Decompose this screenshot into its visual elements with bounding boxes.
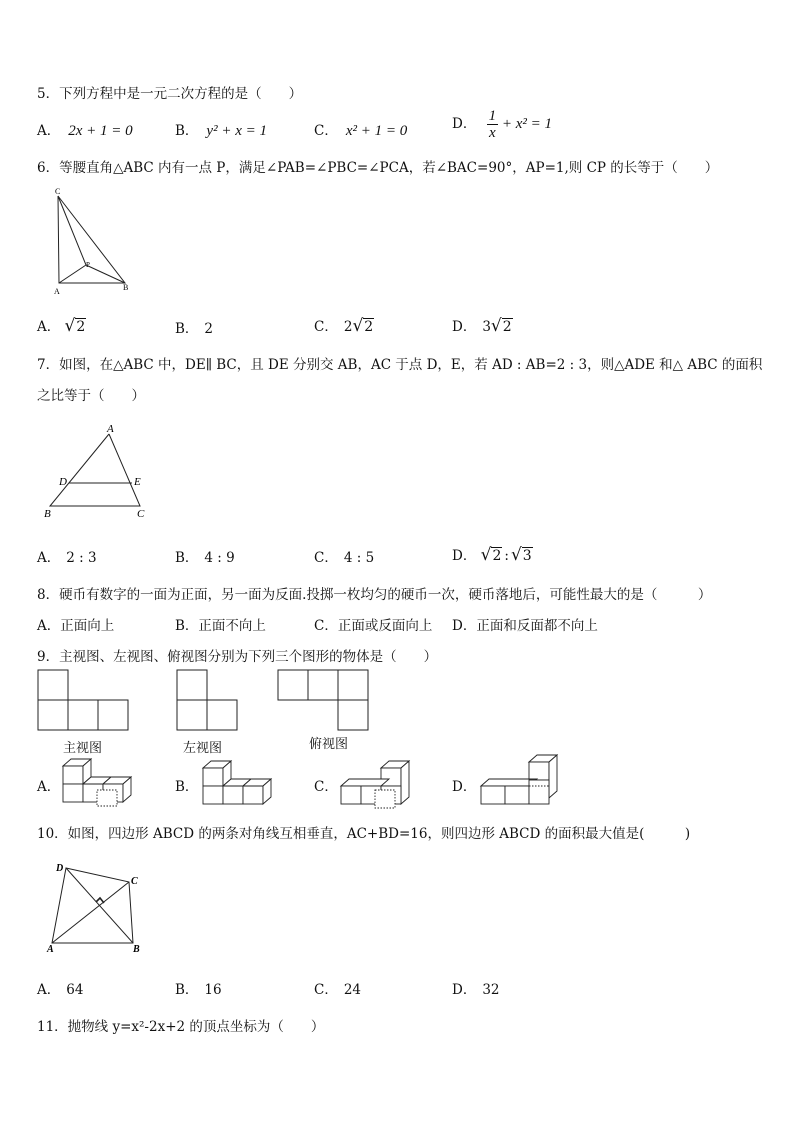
radicand: 2 (502, 319, 512, 335)
fraction-numerator: 1 (488, 108, 497, 124)
coefficient: 2 (343, 319, 353, 335)
label-b: B (44, 508, 51, 520)
label-d: D (59, 476, 67, 488)
q5-stem: 5．下列方程中是一元二次方程的是（ ） (37, 86, 303, 102)
q7-stem-line1: 7．如图，在△ABC 中，DE∥ BC，且 DE 分别交 AB，AC 于点 D，E，若 AD : AB=2 : 3，则△ADE 和△ ABC 的面积 (37, 357, 763, 373)
option-text: 16 (204, 982, 222, 998)
label-c: C (137, 508, 145, 520)
q10-option-b (175, 978, 222, 998)
option-label: A． (37, 550, 61, 566)
option-label: B． (175, 982, 199, 998)
q8-option-d (452, 614, 598, 634)
q11-stem: 11．抛物线 y=x²-2x+2 的顶点坐标为（ ） (37, 1019, 325, 1035)
option-label: D． (452, 982, 477, 998)
q7-option-b (175, 546, 235, 566)
option-label: A． (37, 982, 61, 998)
option-text: 2 (204, 321, 214, 337)
q5-option-b (175, 119, 267, 140)
q8-option-a (37, 614, 114, 634)
q7-option-c (314, 546, 374, 566)
coefficient: 3 (482, 319, 491, 335)
ratio-separator: : (504, 548, 509, 564)
q5-option-d (452, 108, 552, 141)
option-text: 64 (66, 982, 84, 998)
q6-figure-triangle (50, 186, 130, 296)
q10-option-c (314, 978, 361, 998)
option-label: B． (175, 550, 199, 566)
option-expr: y² + x = 1 (206, 123, 267, 139)
option-label: D． (452, 618, 477, 634)
q7-stem-line2: 之比等于（ ） (37, 388, 145, 404)
q9-option-b-label: B． (175, 779, 199, 795)
label-a: A (54, 287, 60, 296)
option-label: C． (314, 123, 338, 139)
option-expr: x² + 1 = 0 (345, 123, 408, 139)
option-label: C． (314, 550, 338, 566)
option-label: A． (37, 123, 61, 139)
q9-option-a-solid (60, 754, 140, 808)
q9-three-views (36, 668, 376, 732)
radicand: 3 (522, 548, 532, 564)
option-label: C． (314, 982, 338, 998)
q10-stem: 10．如图，四边形 ABCD 的两条对角线互相垂直，AC+BD=16，则四边形 ABCD 的面积最大值是( ) (37, 826, 691, 842)
option-text: 正面向上 (60, 618, 115, 634)
q7-option-d (452, 544, 533, 565)
option-label: D． (452, 116, 477, 132)
q6-option-d (452, 315, 513, 336)
fraction-denominator: x (489, 125, 496, 141)
left-view-label: 左视图 (183, 740, 223, 755)
label-p: P (86, 261, 90, 269)
label-e: E (134, 476, 141, 488)
q6-option-b (175, 317, 213, 337)
sqrt: √2 (480, 545, 502, 565)
q8-option-c (314, 614, 432, 634)
option-label: D． (452, 548, 477, 564)
label-c: C (131, 876, 138, 887)
option-label: B． (175, 618, 199, 634)
q6-option-a (37, 315, 86, 336)
q9-option-c-solid (338, 756, 418, 812)
option-expr: 2x + 1 = 0 (68, 123, 133, 139)
label-b: B (123, 283, 129, 292)
option-text: 2 : 3 (66, 550, 97, 566)
q6-option-c (314, 315, 374, 336)
label-b: B (133, 944, 140, 954)
front-view-label: 主视图 (63, 740, 103, 755)
q6-stem: 6．等腰直角△ABC 内有一点 P，满足∠PAB=∠PBC=∠PCA，若∠BAC=90°，AP=1,则 CP 的长等于（ ） (37, 160, 719, 176)
q9-option-c-label: C． (314, 779, 338, 795)
label-c: C (55, 187, 61, 196)
q8-stem: 8．硬币有数字的一面为正面，另一面为反面.投掷一枚均匀的硬币一次，硬币落地后，可能性最大的是（ ） (37, 587, 712, 603)
option-expr: + x² = 1 (498, 116, 553, 132)
option-text: 32 (482, 982, 500, 998)
q8-option-b (175, 614, 266, 634)
q9-option-d-solid (478, 752, 564, 812)
radicand: 2 (364, 319, 374, 335)
q5-option-a (37, 119, 133, 140)
q10-figure-quadrilateral (44, 858, 154, 954)
sqrt: √3 (510, 545, 532, 565)
radicand: 2 (492, 548, 502, 564)
fraction (487, 108, 499, 141)
q9-option-a-label: A． (37, 779, 61, 795)
option-label: C． (314, 618, 338, 634)
radicand: 2 (76, 319, 86, 335)
q5-option-c (314, 119, 407, 140)
sqrt: √2 (64, 316, 86, 336)
q9-option-d-label: D． (452, 779, 477, 795)
option-text: 4 : 5 (343, 550, 375, 566)
q10-option-d (452, 978, 500, 998)
option-label: B． (175, 123, 199, 139)
option-label: A． (37, 618, 61, 634)
option-text: 4 : 9 (204, 550, 235, 566)
q9-stem: 9．主视图、左视图、俯视图分别为下列三个图形的物体是（ ） (37, 649, 438, 665)
option-text: 正面和反面都不向上 (476, 618, 598, 634)
option-text: 24 (343, 982, 362, 998)
option-text: 正面或反面向上 (337, 618, 433, 634)
sqrt: √2 (352, 316, 374, 336)
option-label: A． (37, 319, 61, 335)
option-label: B． (175, 321, 199, 337)
q10-option-a (37, 978, 83, 998)
label-a: A (47, 944, 54, 954)
option-label: D． (452, 319, 477, 335)
q7-option-a (37, 546, 97, 566)
label-d: D (56, 863, 64, 874)
label-a: A (107, 423, 114, 435)
sqrt: √2 (490, 316, 512, 336)
option-text: 正面不向上 (198, 618, 266, 634)
q9-option-b-solid (200, 758, 276, 808)
option-label: C． (314, 319, 338, 335)
q7-figure-triangle (40, 420, 155, 522)
top-view-label: 俯视图 (309, 736, 349, 751)
